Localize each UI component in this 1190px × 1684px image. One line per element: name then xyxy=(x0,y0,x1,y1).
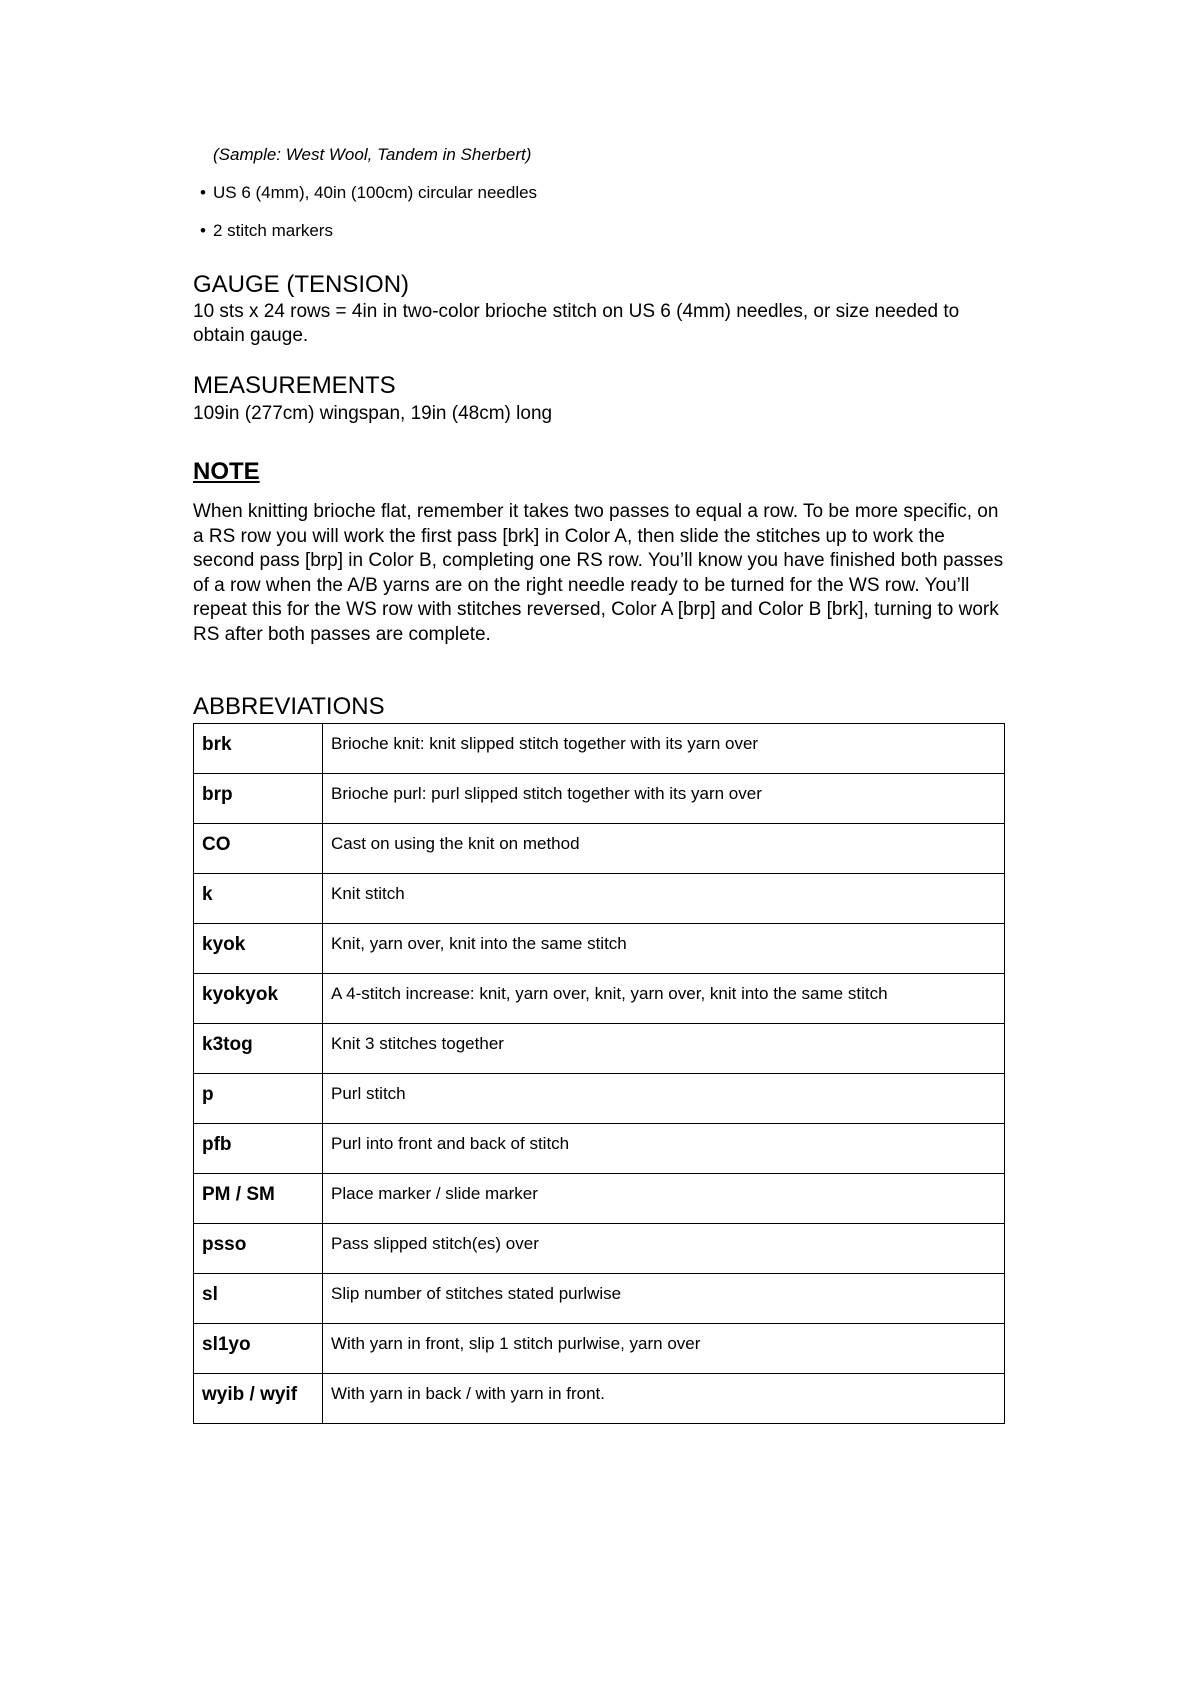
table-row xyxy=(194,924,1005,974)
abbreviation-term: CO xyxy=(194,824,323,874)
abbreviation-term: psso xyxy=(194,1224,323,1274)
abbreviation-term: k xyxy=(194,874,323,924)
gauge-heading: GAUGE (TENSION) xyxy=(193,271,410,298)
table-row xyxy=(194,874,1005,924)
abbreviation-term: kyokyok xyxy=(194,974,323,1024)
abbreviation-term: pfb xyxy=(194,1124,323,1174)
abbreviation-definition: Brioche knit: knit slipped stitch together with its yarn over xyxy=(323,724,1005,774)
abbreviation-definition: With yarn in back / with yarn in front. xyxy=(323,1374,1005,1424)
abbreviation-term: brp xyxy=(194,774,323,824)
measurements-text: 109in (277cm) wingspan, 19in (48cm) long xyxy=(193,403,553,424)
table-row xyxy=(194,1174,1005,1224)
measurements-heading: MEASUREMENTS xyxy=(193,372,396,399)
gauge-text: 10 sts x 24 rows = 4in in two-color brioche stitch on US 6 (4mm) needles, or size needed to obtain gauge. xyxy=(193,301,960,346)
table-row xyxy=(194,1024,1005,1074)
abbreviation-term: p xyxy=(194,1074,323,1124)
abbreviation-term: kyok xyxy=(194,924,323,974)
table-row xyxy=(194,1074,1005,1124)
bullet-icon: • xyxy=(200,221,206,240)
table-row xyxy=(194,774,1005,824)
bullet-icon: • xyxy=(200,183,206,202)
note-heading: NOTE xyxy=(193,458,260,485)
table-row xyxy=(194,824,1005,874)
abbreviation-definition: Cast on using the knit on method xyxy=(323,824,1005,874)
abbreviation-definition: Pass slipped stitch(es) over xyxy=(323,1224,1005,1274)
abbreviation-term: k3tog xyxy=(194,1024,323,1074)
materials-item-text: US 6 (4mm), 40in (100cm) circular needles xyxy=(213,183,538,202)
sample-yarn-note: (Sample: West Wool, Tandem in Sherbert) xyxy=(213,145,532,164)
abbreviation-definition: Knit 3 stitches together xyxy=(323,1024,1005,1074)
abbreviation-definition: Knit, yarn over, knit into the same stitch xyxy=(323,924,1005,974)
abbreviation-term: brk xyxy=(194,724,323,774)
abbreviation-definition: Purl into front and back of stitch xyxy=(323,1124,1005,1174)
abbreviation-definition: Knit stitch xyxy=(323,874,1005,924)
materials-list-item xyxy=(200,221,333,241)
abbreviation-definition: Brioche purl: purl slipped stitch together with its yarn over xyxy=(323,774,1005,824)
table-row xyxy=(194,1324,1005,1374)
abbreviation-definition: A 4-stitch increase: knit, yarn over, knit, yarn over, knit into the same stitch xyxy=(323,974,1005,1024)
materials-item-text: 2 stitch markers xyxy=(213,221,333,240)
table-row xyxy=(194,1274,1005,1324)
abbreviation-term: sl xyxy=(194,1274,323,1324)
abbreviation-term: sl1yo xyxy=(194,1324,323,1374)
abbreviations-heading: ABBREVIATIONS xyxy=(193,693,385,720)
abbreviation-definition: Slip number of stitches stated purlwise xyxy=(323,1274,1005,1324)
table-row xyxy=(194,724,1005,774)
abbreviation-term: PM / SM xyxy=(194,1174,323,1224)
abbreviation-definition: Place marker / slide marker xyxy=(323,1174,1005,1224)
abbreviation-definition: With yarn in front, slip 1 stitch purlwise, yarn over xyxy=(323,1324,1005,1374)
table-row xyxy=(194,1124,1005,1174)
note-text: When knitting brioche flat, remember it takes two passes to equal a row. To be more specific, on a RS row you will work the first pass [brk] in Color A, then slide the stitches up to work the second pass [brp] in Color B, completing one RS row. You’ll know you have finished both passes of a row when the A/B yarns are on the right needle ready to be turned for the WS row. You’ll repeat this for the WS row with stitches reversed, Color A [brp] and Color B [brk], turning to work RS after both passes are complete. xyxy=(193,501,1004,645)
abbreviation-definition: Purl stitch xyxy=(323,1074,1005,1124)
materials-list-item xyxy=(200,183,537,203)
table-row xyxy=(194,1224,1005,1274)
table-row xyxy=(194,974,1005,1024)
abbreviation-term: wyib / wyif xyxy=(194,1374,323,1424)
table-row xyxy=(194,1374,1005,1424)
abbreviations-table xyxy=(193,723,1005,1424)
